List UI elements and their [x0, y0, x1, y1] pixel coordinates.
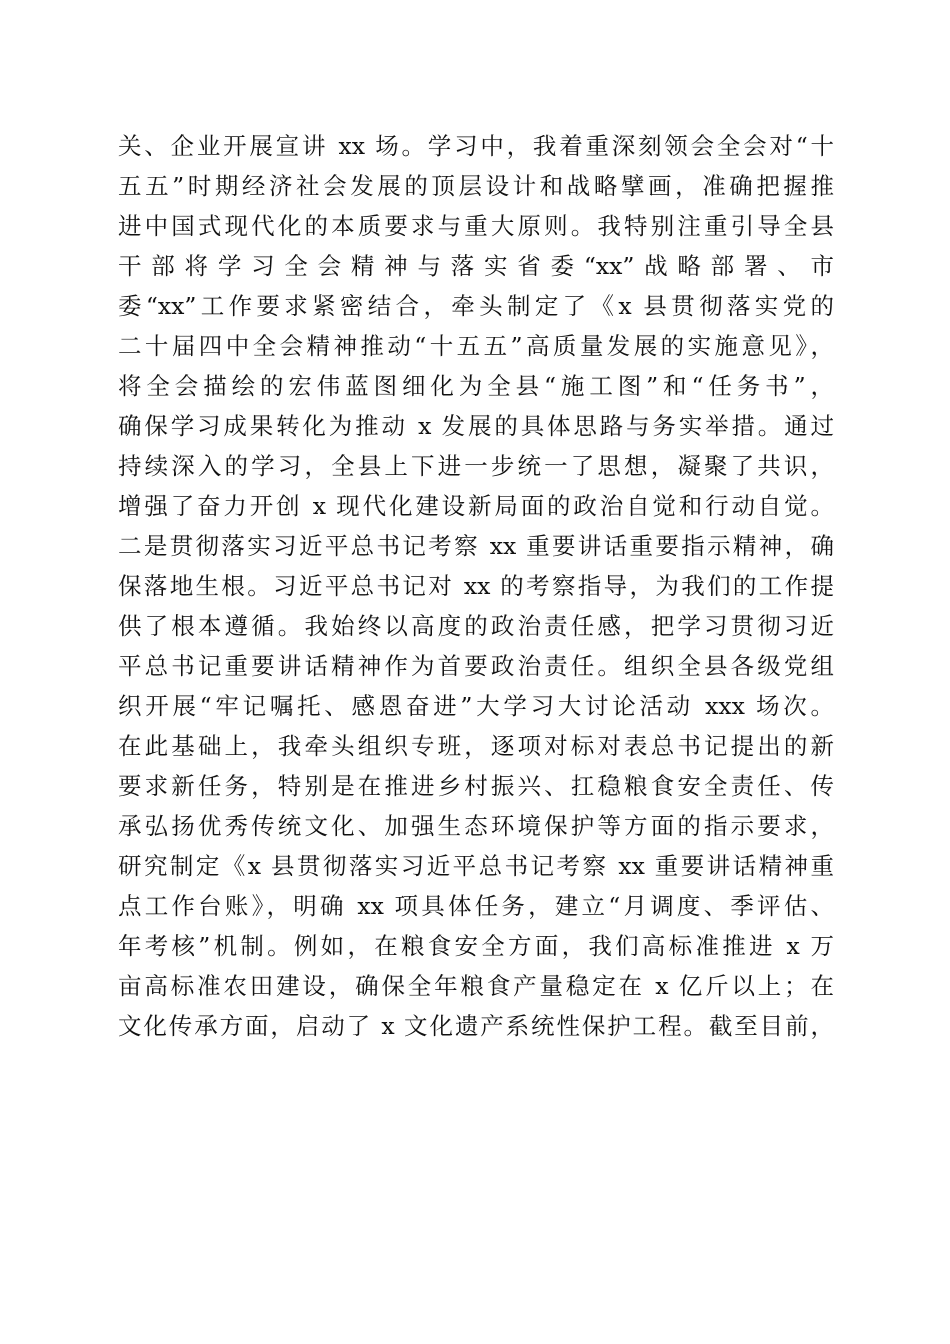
text-line: 研究制定《x 县贯彻落实习近平总书记考察 xx 重要讲话精神重	[118, 852, 834, 880]
text-line: 将全会描绘的宏伟蓝图细化为全县“施工图”和“任务书”，	[118, 372, 834, 400]
text-line: 关、企业开展宣讲 xx 场。学习中，我着重深刻领会全会对“十	[118, 132, 834, 160]
text-line: 二是贯彻落实习近平总书记考察 xx 重要讲话重要指示精神，确	[118, 532, 834, 560]
text-line: 增强了奋力开创 x 现代化建设新局面的政治自觉和行动自觉。	[118, 492, 834, 520]
text-line: 进中国式现代化的本质要求与重大原则。我特别注重引导全县	[118, 212, 834, 240]
body-text	[118, 126, 834, 1046]
text-line: 干部将学习全会精神与落实省委“xx”战略部署、市	[118, 252, 834, 280]
text-line: 持续深入的学习，全县上下进一步统一了思想，凝聚了共识，	[118, 452, 834, 480]
text-line: 年考核”机制。例如，在粮食安全方面，我们高标准推进 x 万	[118, 932, 834, 960]
text-line: 要求新任务，特别是在推进乡村振兴、扛稳粮食安全责任、传	[118, 772, 834, 800]
text-line: 在此基础上，我牵头组织专班，逐项对标对表总书记提出的新	[118, 732, 834, 760]
text-line: 委“xx”工作要求紧密结合，牵头制定了《x 县贯彻落实党的	[118, 292, 834, 320]
text-line: 织开展“牢记嘱托、感恩奋进”大学习大讨论活动 xxx 场次。	[118, 692, 834, 720]
text-line: 确保学习成果转化为推动 x 发展的具体思路与务实举措。通过	[118, 412, 834, 440]
text-line: 供了根本遵循。我始终以高度的政治责任感，把学习贯彻习近	[118, 612, 834, 640]
text-line: 点工作台账》，明确 xx 项具体任务，建立“月调度、季评估、	[118, 892, 834, 920]
text-line: 五五”时期经济社会发展的顶层设计和战略擘画，准确把握推	[118, 172, 834, 200]
text-line: 平总书记重要讲话精神作为首要政治责任。组织全县各级党组	[118, 652, 834, 680]
text-line: 承弘扬优秀传统文化、加强生态环境保护等方面的指示要求，	[118, 812, 834, 840]
text-line: 文化传承方面，启动了 x 文化遗产系统性保护工程。截至目前，	[118, 1012, 834, 1040]
text-line: 保落地生根。习近平总书记对 xx 的考察指导，为我们的工作提	[118, 572, 834, 600]
text-line: 亩高标准农田建设，确保全年粮食产量稳定在 x 亿斤以上；在	[118, 972, 834, 1000]
text-line: 二十届四中全会精神推动“十五五”高质量发展的实施意见》，	[118, 332, 834, 360]
